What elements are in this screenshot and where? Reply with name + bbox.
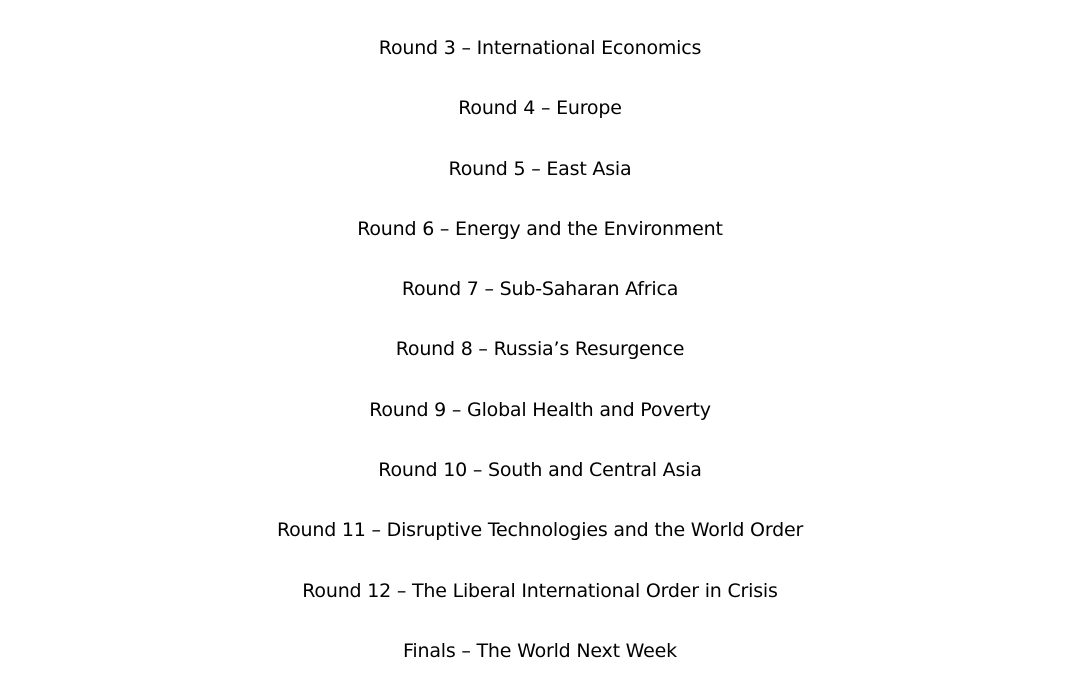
round-line: Round 5 – East Asia (448, 158, 632, 180)
round-line: Round 11 – Disruptive Technologies and the World Order (276, 519, 804, 541)
round-line: Round 12 – The Liberal International Order in Crisis (302, 580, 778, 602)
round-line: Finals – The World Next Week (403, 640, 677, 662)
round-line: Round 4 – Europe (458, 97, 622, 119)
cut-off-line-fragment (0, 0, 1080, 7)
round-line: Round 10 – South and Central Asia (378, 459, 702, 481)
round-line: Round 8 – Russia’s Resurgence (395, 338, 685, 360)
round-line: Round 3 – International Economics (378, 37, 702, 59)
round-line: Round 6 – Energy and the Environment (357, 218, 723, 240)
round-line: Round 9 – Global Health and Poverty (369, 399, 711, 421)
round-line: Round 7 – Sub-Saharan Africa (401, 278, 679, 300)
